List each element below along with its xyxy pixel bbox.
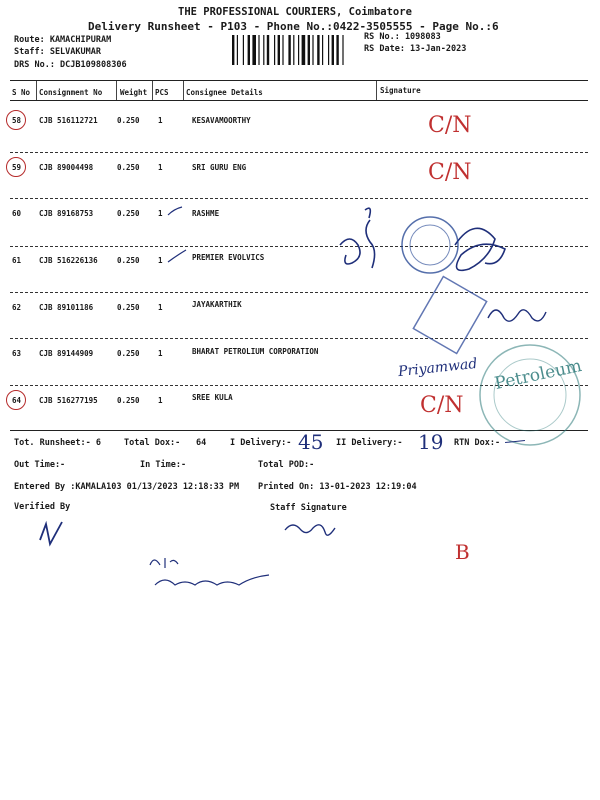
tick-mark: [168, 250, 186, 262]
stamp-petroleum-text: Petroleum: [492, 356, 584, 394]
tot-runsheet: Tot. Runsheet:- 6: [14, 438, 101, 448]
printed-on: Printed On: 13-01-2023 12:19:04: [258, 482, 417, 492]
verifier-signature: [40, 522, 62, 544]
row-sno: 62: [12, 303, 22, 312]
row-weight: 0.250: [117, 303, 140, 312]
row-consignee: BHARAT PETROLIUM CORPORATION: [192, 347, 319, 356]
rect-stamp: [413, 277, 486, 354]
row-sno: 58: [12, 116, 22, 125]
row-pcs: 1: [158, 349, 163, 358]
signature-stroke: [455, 228, 505, 270]
handwritten-cn-mark: C/N: [428, 160, 472, 185]
row-pcs: 1: [158, 396, 163, 405]
drs-number: DRS No.: DCJB109808306: [14, 60, 127, 70]
staff-signature: [285, 525, 335, 535]
in-time: In Time:-: [140, 460, 187, 470]
row-consignment: CJB 89004498: [39, 163, 94, 172]
row-weight: 0.250: [117, 116, 140, 125]
row-consignment: CJB 89101186: [39, 303, 94, 312]
handwritten-b-mark: B: [455, 540, 470, 564]
col-weight: Weight: [120, 88, 148, 97]
seal-inner: [410, 225, 450, 265]
row-consignment: CJB 516277195: [39, 396, 98, 405]
route-label: Route: KAMACHIPURAM: [14, 35, 112, 45]
staff-signature-label: Staff Signature: [270, 503, 347, 513]
rs-number: RS No.: 1098083: [364, 32, 441, 42]
row-pcs: 1: [158, 256, 163, 265]
col-signature: Signature: [380, 86, 421, 95]
row-sno: 64: [12, 396, 22, 405]
row-consignment: CJB 516112721: [39, 116, 98, 125]
row-consignee: JAYAKARTHIK: [192, 300, 242, 309]
runsheet-title: Delivery Runsheet - P103 - Phone No.:0422-3505555 - Page No.:6: [88, 20, 499, 33]
signature-stroke: [340, 208, 375, 268]
handwritten-name: [155, 575, 269, 585]
rs-date: RS Date: 13-Jan-2023: [364, 44, 467, 54]
total-dox-value: 64: [196, 438, 207, 448]
row-consignment: CJB 89168753: [39, 209, 94, 218]
row-weight: 0.250: [117, 396, 140, 405]
tick-mark: [168, 207, 182, 215]
signature-stroke: [488, 310, 546, 321]
row-consignee: SREE KULA: [192, 393, 233, 402]
handwritten-cn-mark: C/N: [428, 113, 472, 138]
i-delivery-value: 45: [298, 430, 324, 454]
col-sno: S No: [12, 88, 31, 97]
row-sno: 59: [12, 163, 22, 172]
row-consignee: RASHME: [192, 209, 220, 218]
verified-by: Verified By: [14, 502, 71, 512]
handwritten-name: [150, 558, 178, 568]
entered-by: Entered By :KAMALA103 01/13/2023 12:18:33 PM: [14, 482, 240, 492]
staff-label: Staff: SELVAKUMAR: [14, 47, 101, 57]
handwritten-cn-mark: C/N: [420, 393, 464, 418]
row-sno: 60: [12, 209, 22, 218]
row-consignee: KESAVAMOORTHY: [192, 116, 251, 125]
row-consignment: CJB 516226136: [39, 256, 98, 265]
row-pcs: 1: [158, 163, 163, 172]
row-pcs: 1: [158, 209, 163, 218]
ii-delivery-label: II Delivery:-: [336, 438, 403, 448]
total-pod: Total POD:-: [258, 460, 315, 470]
col-consignee: Consignee Details: [186, 88, 263, 97]
row-weight: 0.250: [117, 256, 140, 265]
rtn-dox-label: RTN Dox:-: [454, 438, 501, 448]
row-consignment: CJB 89144909: [39, 349, 94, 358]
ii-delivery-value: 19: [418, 430, 444, 454]
total-dox-label: Total Dox:-: [124, 438, 181, 448]
row-pcs: 1: [158, 303, 163, 312]
row-pcs: 1: [158, 116, 163, 125]
row-weight: 0.250: [117, 209, 140, 218]
col-consignment: Consignment No: [39, 88, 103, 97]
company-title: THE PROFESSIONAL COURIERS, Coimbatore: [178, 6, 412, 18]
out-time: Out Time:-: [14, 460, 66, 470]
row-sno: 63: [12, 349, 22, 358]
row-weight: 0.250: [117, 163, 140, 172]
i-delivery-label: I Delivery:-: [230, 438, 292, 448]
col-pcs: PCS: [155, 88, 169, 97]
row-sno: 61: [12, 256, 22, 265]
handwritten-received-name: Priyamwad: [397, 355, 479, 381]
row-consignee: SRI GURU ENG: [192, 163, 247, 172]
row-weight: 0.250: [117, 349, 140, 358]
row-consignee: PREMIER EVOLVICS: [192, 253, 265, 262]
